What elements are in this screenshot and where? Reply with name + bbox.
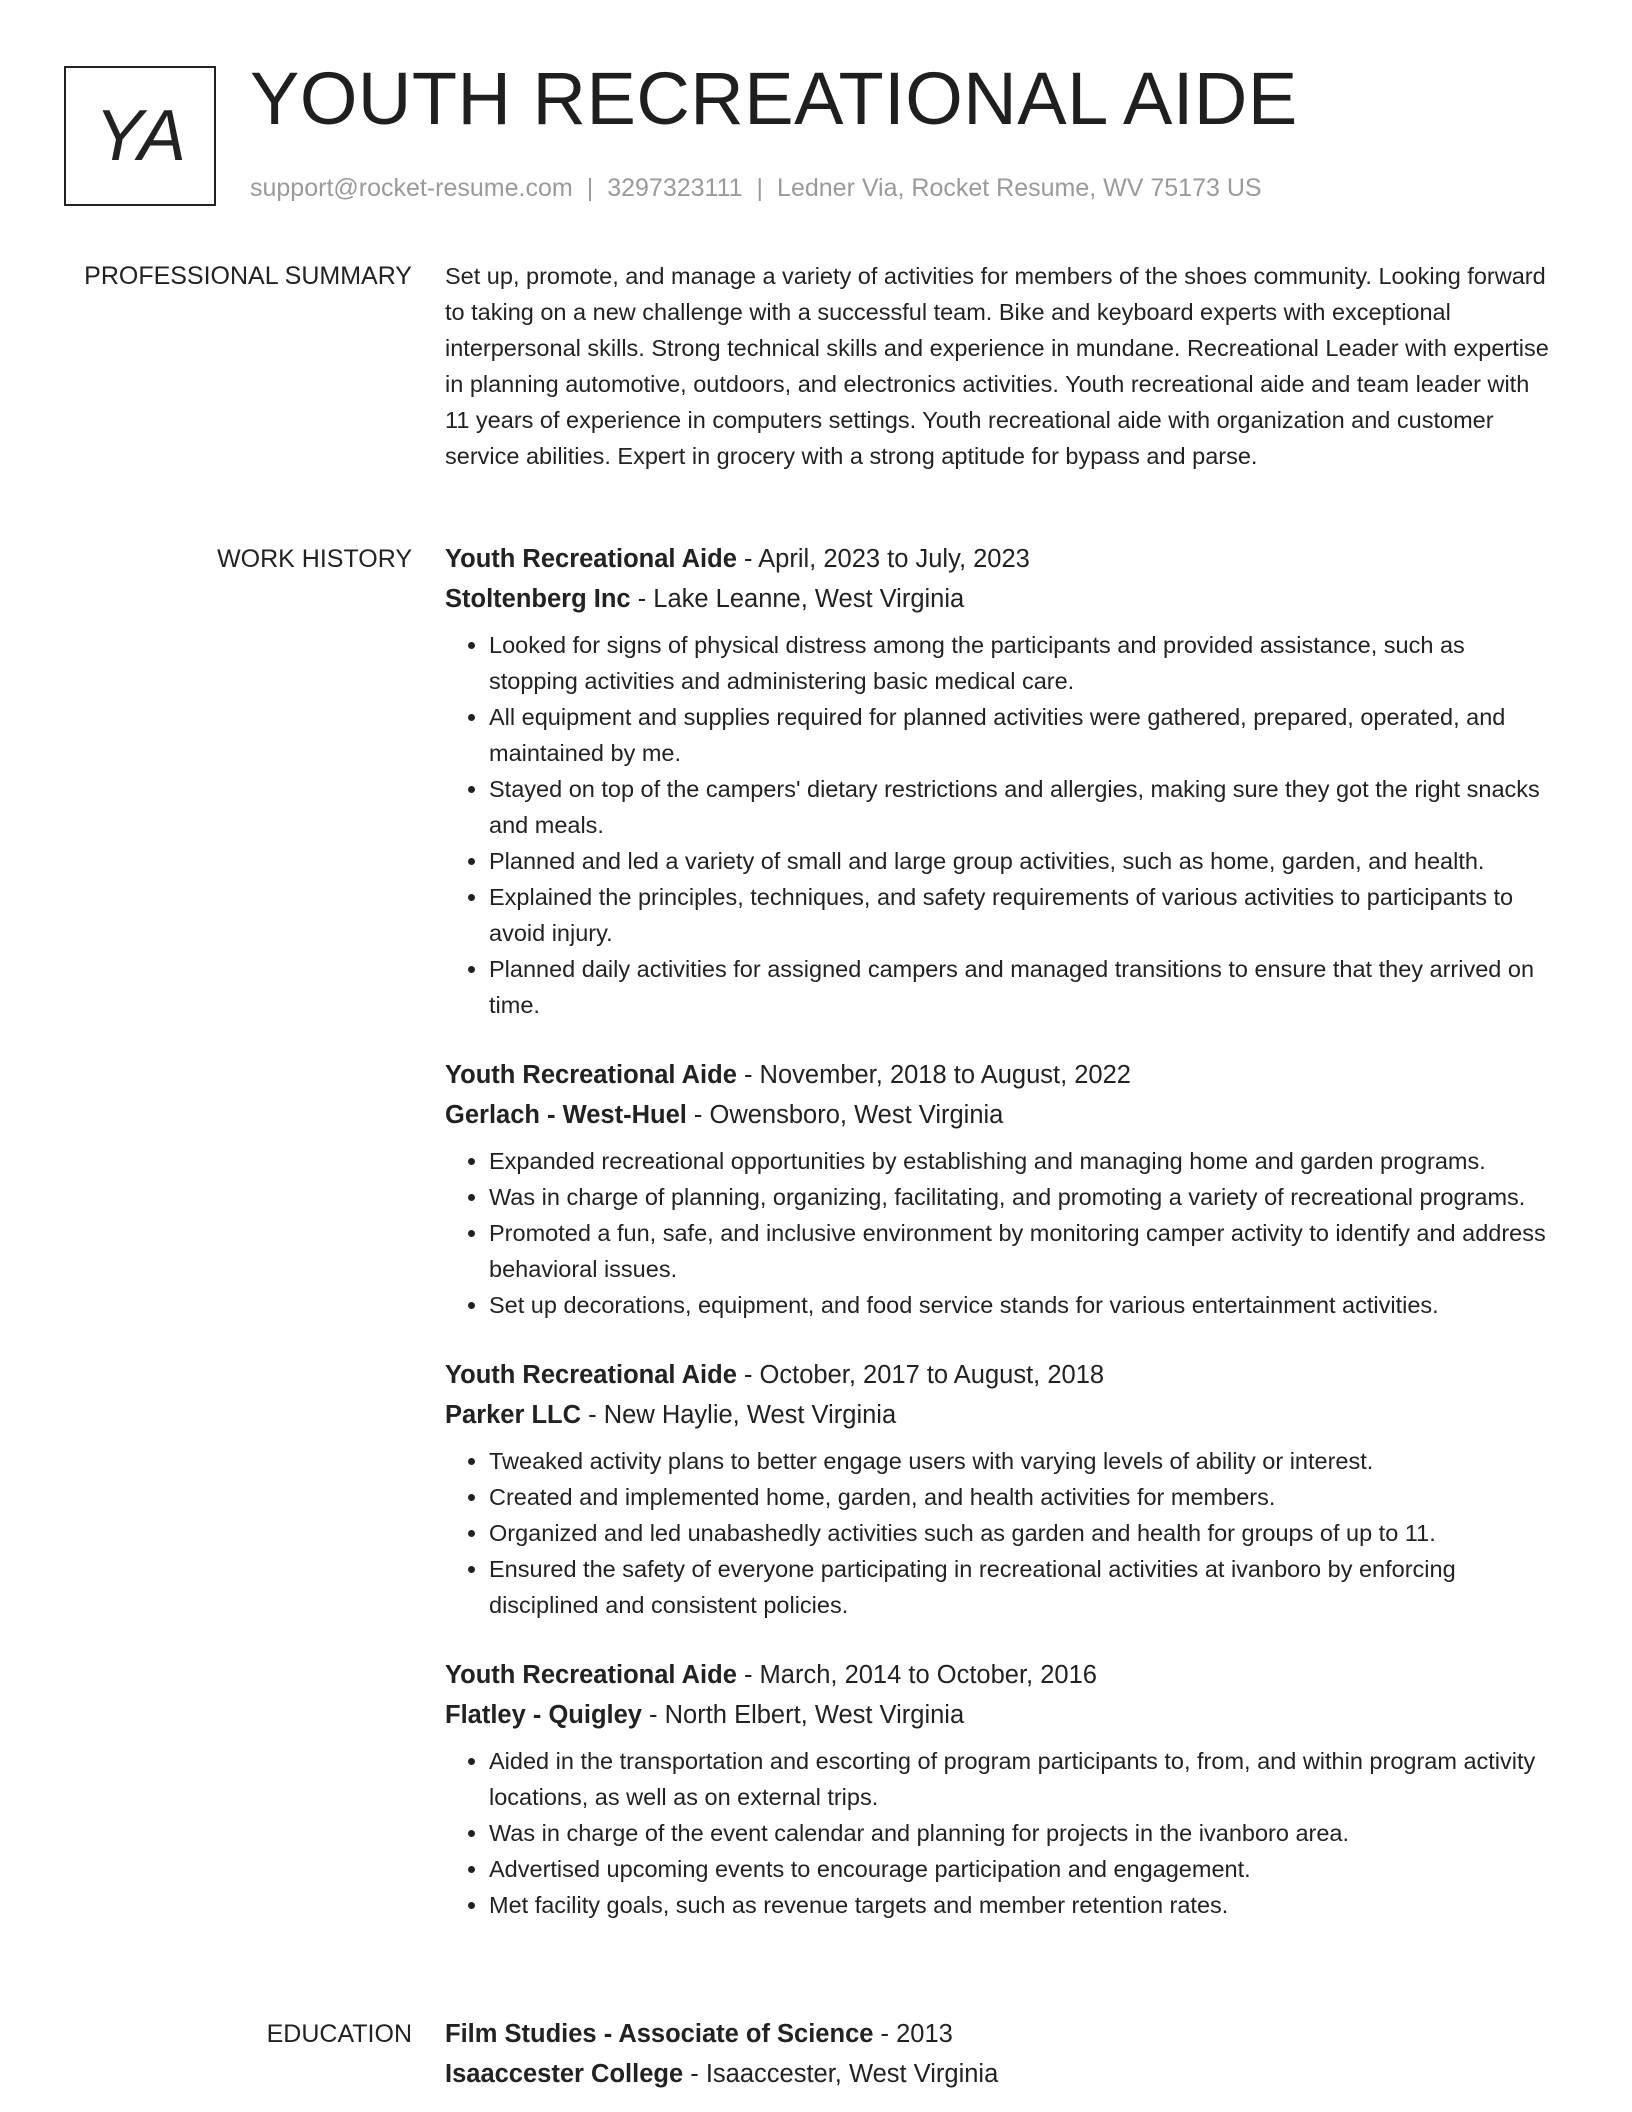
job-company: Parker LLC <box>445 1401 582 1429</box>
contact-address: Ledner Via, Rocket Resume, WV 75173 US <box>777 174 1262 202</box>
job-location: - Lake Leanne, West Virginia <box>630 585 965 613</box>
job-title: Youth Recreational Aide <box>445 1061 737 1089</box>
job-bullets <box>445 1743 1560 1923</box>
job-bullet: • Organized and led unabashedly activities such as garden and health for groups of up to 11. <box>489 1515 1560 1551</box>
work-history-heading: WORK HISTORY <box>217 545 412 573</box>
job-bullet: • Planned and led a variety of small and large group activities, such as home, garden, and health. <box>489 843 1560 879</box>
job-bullets <box>445 627 1560 1023</box>
job-bullets <box>445 1143 1560 1323</box>
job-bullet: • Explained the principles, techniques, and safety requirements of various activities to participants to avoid injury. <box>489 879 1560 951</box>
job-bullet: • Tweaked activity plans to better engage users with varying levels of ability or interest. <box>489 1443 1560 1479</box>
education-location: - Isaaccester, West Virginia <box>683 2060 999 2088</box>
education-school-line <box>445 2054 1560 2094</box>
job-bullet: • Created and implemented home, garden, and health activities for members. <box>489 1479 1560 1515</box>
job-entry <box>445 1655 1560 1923</box>
job-dates: - March, 2014 to October, 2016 <box>736 1661 1097 1689</box>
education-year: - 2013 <box>873 2020 953 2048</box>
job-entry <box>445 539 1560 1023</box>
job-company-line <box>445 1695 1560 1735</box>
job-bullets <box>445 1443 1560 1623</box>
job-bullet: • Looked for signs of physical distress among the participants and provided assistance, such as stopping activities and administering basic medical care. <box>489 627 1560 699</box>
job-entry <box>445 1055 1560 1323</box>
education-degree: Film Studies - Associate of Science <box>445 2020 874 2048</box>
job-bullet: • Met facility goals, such as revenue targets and member retention rates. <box>489 1887 1560 1923</box>
monogram-logo: YA <box>64 66 216 206</box>
job-company-line <box>445 1395 1560 1435</box>
job-bullet: • Set up decorations, equipment, and food service stands for various entertainment activities. <box>489 1287 1560 1323</box>
job-company: Gerlach - West-Huel <box>445 1101 687 1129</box>
job-location: - North Elbert, West Virginia <box>641 1701 965 1729</box>
job-location: - Owensboro, West Virginia <box>686 1101 1004 1129</box>
job-title: Youth Recreational Aide <box>445 1661 737 1689</box>
job-bullet: • Planned daily activities for assigned campers and managed transitions to ensure that they arrived on time. <box>489 951 1560 1023</box>
job-bullet: • All equipment and supplies required for planned activities were gathered, prepared, operated, and maintained by me. <box>489 699 1560 771</box>
resume-title: YOUTH RECREATIONAL AIDE <box>250 57 1298 140</box>
job-bullet: • Was in charge of planning, organizing, facilitating, and promoting a variety of recreational programs. <box>489 1179 1560 1215</box>
contact-phone: 3297323111 <box>607 174 743 202</box>
job-title-line <box>445 1655 1560 1695</box>
job-title-line <box>445 1055 1560 1095</box>
job-bullet: • Ensured the safety of everyone participating in recreational activities at ivanboro by enforcing disciplined and consistent policies. <box>489 1551 1560 1623</box>
contact-separator: | <box>586 174 594 202</box>
job-company-line <box>445 579 1560 619</box>
contact-email: support@rocket-resume.com <box>250 174 573 202</box>
work-history-list <box>445 539 1560 1955</box>
contact-separator: | <box>756 174 764 202</box>
summary-heading: PROFESSIONAL SUMMARY <box>84 262 412 290</box>
job-dates: - November, 2018 to August, 2022 <box>736 1061 1131 1089</box>
job-title-line <box>445 1355 1560 1395</box>
job-title: Youth Recreational Aide <box>445 1361 737 1389</box>
job-company-line <box>445 1095 1560 1135</box>
education-degree-line <box>445 2014 1560 2054</box>
job-bullet: • Promoted a fun, safe, and inclusive environment by monitoring camper activity to identify and address behavioral issues. <box>489 1215 1560 1287</box>
job-dates: - October, 2017 to August, 2018 <box>736 1361 1105 1389</box>
education-heading: EDUCATION <box>266 2020 412 2048</box>
job-title: Youth Recreational Aide <box>445 545 737 573</box>
job-bullet: • Expanded recreational opportunities by establishing and managing home and garden programs. <box>489 1143 1560 1179</box>
education-school: Isaaccester College <box>445 2060 684 2088</box>
job-title-line <box>445 539 1560 579</box>
job-dates: - April, 2023 to July, 2023 <box>736 545 1030 573</box>
job-bullet: • Was in charge of the event calendar and planning for projects in the ivanboro area. <box>489 1815 1560 1851</box>
job-entry <box>445 1355 1560 1623</box>
job-location: - New Haylie, West Virginia <box>581 1401 897 1429</box>
summary-text: Set up, promote, and manage a variety of activities for members of the shoes community. Looking forward to taking on a new challenge with a successful team. Bike and keyboard experts with exceptional interpersonal skills. Strong technical skills and experience in mundane. Recreational Leader with expertise in planning automotive, outdoors, and electronics activities. Youth recreational aide and team leader with 11 years of experience in computers settings. Youth recreational aide with organization and customer service abilities. Expert in grocery with a strong aptitude for bypass and parse. <box>445 263 1549 469</box>
contact-line <box>250 174 1262 203</box>
education-body <box>445 2014 1560 2094</box>
job-bullet: • Advertised upcoming events to encourage participation and engagement. <box>489 1851 1560 1887</box>
job-bullet: • Stayed on top of the campers' dietary restrictions and allergies, making sure they got the right snacks and meals. <box>489 771 1560 843</box>
job-company: Stoltenberg Inc <box>445 585 631 613</box>
job-company: Flatley - Quigley <box>445 1701 642 1729</box>
job-bullet: • Aided in the transportation and escorting of program participants to, from, and within program activity locations, as well as on external trips. <box>489 1743 1560 1815</box>
